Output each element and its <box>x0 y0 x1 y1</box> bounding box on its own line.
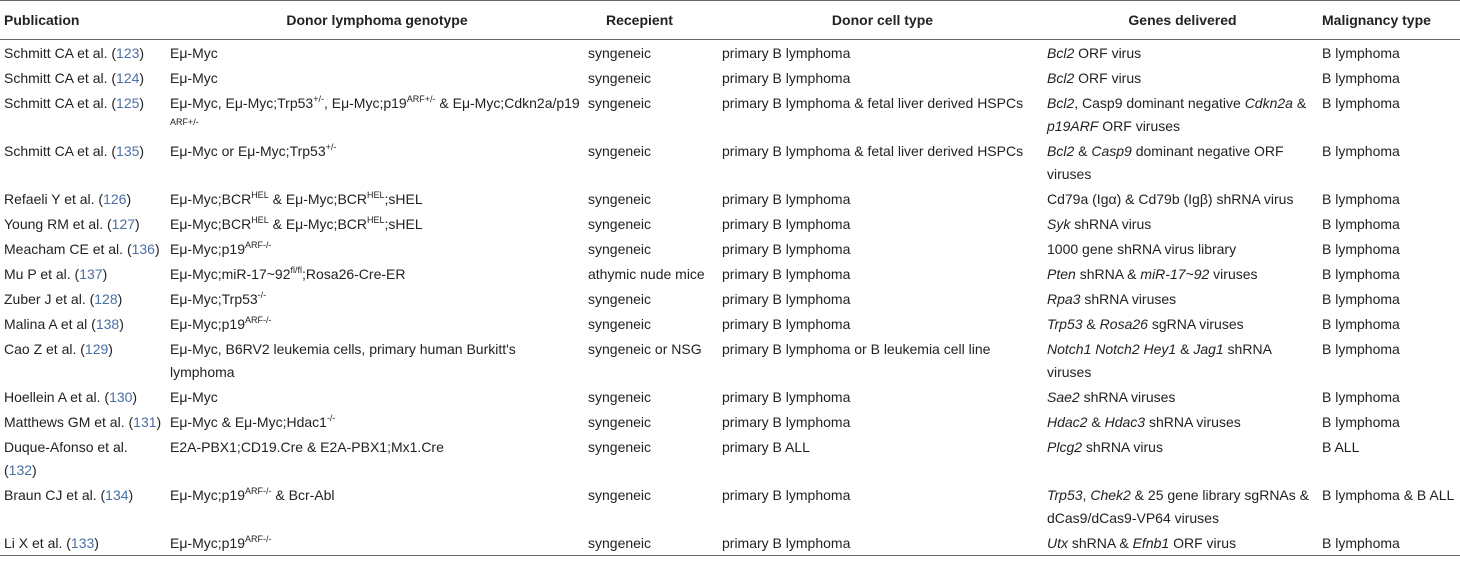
cell-text: ORF virus <box>1169 535 1237 551</box>
malignancy-cell: B lymphoma <box>1322 414 1400 430</box>
recipient-cell: athymic nude mice <box>588 266 705 282</box>
publication-cell <box>0 434 166 482</box>
malignancy-cell: B lymphoma <box>1322 241 1400 257</box>
cell-text: Mu P et al. ( <box>4 266 80 282</box>
publication-cell <box>0 40 166 66</box>
gene-name-italic: Bcl2 <box>1047 45 1075 61</box>
malignancy-cell: B lymphoma <box>1322 95 1400 111</box>
recipient-cell: syngeneic <box>588 535 652 551</box>
cell-text: E2A-PBX1;CD19.Cre & E2A-PBX1;Mx1.Cre <box>170 439 444 455</box>
superscript-text: ARF+/- <box>170 117 199 127</box>
reference-link[interactable]: 124 <box>116 70 140 86</box>
cell-text: ) <box>32 462 37 478</box>
table-row <box>0 434 1460 482</box>
recipient-cell: syngeneic <box>588 70 652 86</box>
cell-text: & Eμ-Myc;BCR <box>268 191 367 207</box>
cell-type-cell: primary B lymphoma <box>722 535 851 551</box>
genes-cell <box>1043 482 1318 530</box>
recipient-cell: syngeneic or NSG <box>588 341 702 357</box>
cell-text: 1000 gene shRNA virus library <box>1047 241 1237 257</box>
genes-cell <box>1043 311 1318 336</box>
malignancy-cell: B lymphoma <box>1322 143 1400 159</box>
gene-name-italic: Rpa3 <box>1047 291 1081 307</box>
reference-link[interactable]: 129 <box>84 341 109 357</box>
genotype-cell <box>166 286 584 311</box>
gene-name-italic: Syk <box>1047 216 1071 232</box>
cell-text: ) <box>139 45 145 61</box>
cell-text: ) <box>94 535 99 551</box>
gene-name-italic: Plcg2 <box>1047 439 1083 455</box>
publication-cell <box>0 409 166 434</box>
gene-name-italic: Bcl2 <box>1047 95 1075 111</box>
reference-link[interactable]: 133 <box>70 535 95 551</box>
cell-type-cell: primary B lymphoma <box>722 241 851 257</box>
cell-text: shRNA viruses <box>1080 291 1177 307</box>
cell-text: Eμ-Myc <box>170 389 218 405</box>
cell-text: ) <box>102 266 108 282</box>
genotype-cell <box>166 65 584 90</box>
cell-text: , Eμ-Myc;p19 <box>323 95 407 111</box>
cell-type-cell: primary B lymphoma <box>722 389 851 405</box>
cell-text: sgRNA viruses <box>1147 316 1244 332</box>
table-body <box>0 40 1460 556</box>
gene-name-italic: Cdkn2a <box>1244 95 1293 111</box>
genotype-cell <box>166 211 584 236</box>
cell-text: ) <box>117 291 123 307</box>
cell-text: Li X et al. ( <box>4 535 71 551</box>
malignancy-cell: B lymphoma <box>1322 266 1400 282</box>
cell-type-cell: primary B lymphoma <box>722 191 851 207</box>
cell-text: ) <box>132 389 138 405</box>
cell-type-cell: primary B lymphoma & fetal liver derived HSPCs <box>722 143 1024 159</box>
genes-cell <box>1043 261 1318 286</box>
publication-cell <box>0 261 166 286</box>
genotype-cell <box>166 138 584 186</box>
cell-text: Eμ-Myc;p19 <box>170 241 245 257</box>
reference-link[interactable]: 132 <box>8 462 33 478</box>
recipient-cell: syngeneic <box>588 414 652 430</box>
table-row <box>0 530 1460 556</box>
header-donor-genotype: Donor lymphoma genotype <box>286 11 468 28</box>
cell-text: ;sHEL <box>384 191 423 207</box>
genes-cell <box>1043 90 1318 138</box>
table-row <box>0 236 1460 261</box>
cell-text: Malina A et al ( <box>4 316 96 332</box>
superscript-text: HEL <box>367 190 385 200</box>
cell-text: Young RM et al. ( <box>4 216 112 232</box>
genotype-cell <box>166 482 584 530</box>
genotype-cell <box>166 409 584 434</box>
table-row <box>0 65 1460 90</box>
reference-link[interactable]: 128 <box>94 291 118 307</box>
cell-text: Zuber J et al. ( <box>4 291 95 307</box>
recipient-cell: syngeneic <box>588 95 652 111</box>
genes-cell <box>1043 434 1318 482</box>
recipient-cell: syngeneic <box>588 241 652 257</box>
malignancy-cell: B lymphoma <box>1322 389 1400 405</box>
superscript-text: +/- <box>325 142 337 152</box>
cell-text: Eμ-Myc;BCR <box>170 191 252 207</box>
cell-text: Schmitt CA et al. ( <box>4 143 117 159</box>
table-row <box>0 409 1460 434</box>
gene-name-italic: Hdac3 <box>1104 414 1146 430</box>
reference-link[interactable]: 123 <box>116 45 140 61</box>
cell-type-cell: primary B lymphoma <box>722 216 851 232</box>
cell-text: & <box>1292 95 1307 111</box>
superscript-text: ARF-/- <box>244 486 272 496</box>
table-row <box>0 482 1460 530</box>
recipient-cell: syngeneic <box>588 439 652 455</box>
genotype-cell <box>166 530 584 556</box>
reference-link[interactable]: 127 <box>111 216 136 232</box>
publication-cell <box>0 186 166 211</box>
cell-text: Eμ-Myc;BCR <box>170 216 252 232</box>
cell-text: Eμ-Myc;p19 <box>170 535 245 551</box>
cell-text: Schmitt CA et al. ( <box>4 45 117 61</box>
table-row <box>0 286 1460 311</box>
cell-text: Eμ-Myc;p19 <box>170 487 245 503</box>
superscript-text: ARF-/- <box>244 315 272 325</box>
malignancy-cell: B lymphoma <box>1322 316 1400 332</box>
publication-cell <box>0 65 166 90</box>
malignancy-cell: B lymphoma <box>1322 291 1400 307</box>
superscript-text: ARF-/- <box>244 240 272 250</box>
malignancy-cell: B lymphoma <box>1322 535 1400 551</box>
cell-text: Refaeli Y et al. ( <box>4 191 104 207</box>
gene-name-italic: Efnb1 <box>1132 535 1170 551</box>
cell-text: Schmitt CA et al. ( <box>4 70 117 86</box>
cell-text: Eμ-Myc;Trp53 <box>170 291 258 307</box>
cell-text: Cd79a (Igα) & Cd79b (Igβ) shRNA virus <box>1047 191 1294 207</box>
superscript-text: -/- <box>257 290 267 300</box>
cell-text: ) <box>154 241 160 257</box>
cell-type-cell: primary B lymphoma <box>722 316 851 332</box>
cell-text: dominant negative ORF viruses <box>1047 143 1284 182</box>
cell-text: shRNA & <box>1075 266 1141 282</box>
gene-name-italic: Chek2 <box>1090 487 1131 503</box>
recipient-cell: syngeneic <box>588 389 652 405</box>
cell-text: shRNA viruses <box>1047 341 1272 380</box>
recipient-cell: syngeneic <box>588 143 652 159</box>
superscript-text: HEL <box>367 215 385 225</box>
cell-text: Schmitt CA et al. ( <box>4 95 117 111</box>
gene-name-italic: Trp53 <box>1047 316 1083 332</box>
header-donor-cell-type: Donor cell type <box>831 11 934 28</box>
table-row <box>0 311 1460 336</box>
cell-text: shRNA virus <box>1082 439 1163 455</box>
reference-link[interactable]: 134 <box>105 487 129 503</box>
reference-link[interactable]: 135 <box>116 143 140 159</box>
table-row <box>0 384 1460 409</box>
publication-cell <box>0 311 166 336</box>
cell-type-cell: primary B lymphoma <box>722 291 851 307</box>
genes-cell <box>1043 384 1318 409</box>
genes-cell <box>1043 211 1318 236</box>
table-row <box>0 138 1460 186</box>
genotype-cell <box>166 186 584 211</box>
gene-name-italic: Jag1 <box>1193 341 1224 357</box>
cell-text: ) <box>126 191 132 207</box>
cell-text: & <box>1074 143 1092 159</box>
header-recipient: Recepient <box>606 11 673 28</box>
genes-cell <box>1043 186 1318 211</box>
cell-text: Duque-Afonso et al. ( <box>4 439 128 478</box>
gene-name-italic: Bcl2 <box>1047 143 1075 159</box>
superscript-text: -/- <box>326 413 336 423</box>
cell-text: Eμ-Myc <box>170 45 218 61</box>
gene-name-italic: Bcl2 <box>1047 70 1075 86</box>
cell-type-cell: primary B lymphoma <box>722 414 851 430</box>
superscript-text: fl/fl <box>290 265 302 275</box>
cell-text: ORF virus <box>1074 45 1142 61</box>
gene-name-italic: Casp9 <box>1091 143 1132 159</box>
publication-cell <box>0 482 166 530</box>
publication-cell <box>0 286 166 311</box>
superscript-text: ARF-/- <box>244 534 272 544</box>
header-malignancy-type: Malignancy type <box>1322 11 1431 28</box>
cell-text: & <box>1082 316 1100 332</box>
table-row <box>0 336 1460 384</box>
genotype-cell <box>166 311 584 336</box>
publication-cell <box>0 336 166 384</box>
reference-link[interactable]: 138 <box>95 316 120 332</box>
cell-text: & 25 gene library sgRNAs & dCas9/dCas9-VP64 viruses <box>1047 487 1309 526</box>
cell-text: shRNA & <box>1068 535 1133 551</box>
malignancy-cell: B lymphoma <box>1322 70 1400 86</box>
cell-text: ) <box>139 95 145 111</box>
genes-cell <box>1043 530 1318 556</box>
gene-name-italic: p19ARF <box>1047 118 1099 134</box>
table-row <box>0 211 1460 236</box>
malignancy-cell: B ALL <box>1322 439 1360 455</box>
table-header <box>0 1 1460 40</box>
header-row <box>0 1 1460 40</box>
recipient-cell: syngeneic <box>588 216 652 232</box>
genes-cell <box>1043 336 1318 384</box>
cell-type-cell: primary B lymphoma <box>722 70 851 86</box>
cell-text: shRNA virus <box>1070 216 1152 232</box>
genotype-cell <box>166 434 584 482</box>
cell-text: ) <box>139 143 145 159</box>
cell-text: Eμ-Myc;miR-17~92 <box>170 266 291 282</box>
reference-link[interactable]: 137 <box>79 266 103 282</box>
cell-text: Eμ-Myc <box>170 70 218 86</box>
genotype-cell <box>166 40 584 66</box>
gene-name-italic: Utx <box>1047 535 1068 551</box>
cell-text: , Casp9 dominant negative <box>1074 95 1245 111</box>
genes-cell <box>1043 236 1318 261</box>
cell-text: ;Rosa26-Cre-ER <box>302 266 406 282</box>
cell-text: Eμ-Myc;p19 <box>170 316 245 332</box>
cell-type-cell: primary B lymphoma <box>722 45 851 61</box>
table-row <box>0 40 1460 66</box>
malignancy-cell: B lymphoma <box>1322 191 1400 207</box>
malignancy-cell: B lymphoma <box>1322 216 1400 232</box>
reference-link[interactable]: 131 <box>133 414 157 430</box>
gene-name-italic: Pten <box>1047 266 1076 282</box>
cell-text: Eμ-Myc & Eμ-Myc;Hdac1 <box>170 414 327 430</box>
cell-text: & <box>1087 414 1105 430</box>
superscript-text: HEL <box>251 190 269 200</box>
cell-text: Matthews GM et al. ( <box>4 414 134 430</box>
cell-type-cell: primary B lymphoma or B leukemia cell line <box>722 341 991 357</box>
recipient-cell: syngeneic <box>588 191 652 207</box>
table-row <box>0 90 1460 138</box>
superscript-text: HEL <box>251 215 269 225</box>
gene-name-italic: Rosa26 <box>1099 316 1148 332</box>
publication-cell <box>0 530 166 556</box>
reference-link[interactable]: 126 <box>103 191 127 207</box>
genotype-cell <box>166 384 584 409</box>
cell-text: ) <box>108 341 113 357</box>
cell-text: Cao Z et al. ( <box>4 341 85 357</box>
cell-text: & <box>1176 341 1194 357</box>
header-genes-delivered: Genes delivered <box>1128 11 1237 28</box>
cell-text: & Eμ-Myc;BCR <box>268 216 367 232</box>
genes-cell <box>1043 40 1318 66</box>
cell-text: Eμ-Myc, Eμ-Myc;Trp53 <box>170 95 314 111</box>
cell-type-cell: primary B lymphoma & fetal liver derived HSPCs <box>722 95 1024 111</box>
cell-text: Hoellein A et al. ( <box>4 389 110 405</box>
genes-cell <box>1043 138 1318 186</box>
genes-cell <box>1043 286 1318 311</box>
superscript-text: ARF+/- <box>406 94 436 104</box>
recipient-cell: syngeneic <box>588 316 652 332</box>
malignancy-cell: B lymphoma <box>1322 341 1400 357</box>
publication-cell <box>0 90 166 138</box>
publication-cell <box>0 211 166 236</box>
cell-text: Eμ-Myc or Eμ-Myc;Trp53 <box>170 143 326 159</box>
genotype-cell <box>166 261 584 286</box>
cell-text: ) <box>139 70 145 86</box>
cell-text: viruses <box>1209 266 1258 282</box>
gene-name-italic: Trp53 <box>1047 487 1083 503</box>
recipient-cell: syngeneic <box>588 487 652 503</box>
genotype-cell <box>166 236 584 261</box>
gene-name-italic: Hdac2 <box>1047 414 1088 430</box>
cell-text: ) <box>128 487 134 503</box>
cell-text: ) <box>135 216 140 232</box>
gene-name-italic: Sae2 <box>1047 389 1080 405</box>
reference-link[interactable]: 136 <box>131 241 155 257</box>
table-row <box>0 261 1460 286</box>
table-row <box>0 186 1460 211</box>
reference-link[interactable]: 130 <box>109 389 133 405</box>
cell-type-cell: primary B ALL <box>722 439 810 455</box>
recipient-cell: syngeneic <box>588 45 652 61</box>
cell-text: & Bcr-Abl <box>271 487 335 503</box>
publication-cell <box>0 384 166 409</box>
reference-link[interactable]: 125 <box>116 95 140 111</box>
cell-text: ) <box>156 414 162 430</box>
cell-text: shRNA viruses <box>1145 414 1241 430</box>
gene-name-italic: Notch1 Notch2 Hey1 <box>1047 341 1177 357</box>
cell-text: , <box>1082 487 1091 503</box>
genotype-cell <box>166 90 584 138</box>
genes-cell <box>1043 65 1318 90</box>
recipient-cell: syngeneic <box>588 291 652 307</box>
cell-text: Eμ-Myc, B6RV2 leukemia cells, primary human Burkitt's lymphoma <box>170 341 516 380</box>
malignancy-cell: B lymphoma <box>1322 45 1400 61</box>
cell-text: ORF virus <box>1074 70 1142 86</box>
cell-text: Meacham CE et al. ( <box>4 241 132 257</box>
cell-type-cell: primary B lymphoma <box>722 487 851 503</box>
cell-text: ) <box>119 316 124 332</box>
cell-type-cell: primary B lymphoma <box>722 266 851 282</box>
cell-text: ORF viruses <box>1098 118 1181 134</box>
cell-text: & Eμ-Myc;Cdkn2a/p19 <box>435 95 580 111</box>
cell-text: Braun CJ et al. ( <box>4 487 106 503</box>
genes-cell <box>1043 409 1318 434</box>
malignancy-cell: B lymphoma & B ALL <box>1322 487 1455 503</box>
publication-cell <box>0 236 166 261</box>
superscript-text: +/- <box>313 94 324 104</box>
gene-name-italic: miR-17~92 <box>1140 266 1210 282</box>
cell-text: ;sHEL <box>384 216 423 232</box>
genotype-cell <box>166 336 584 384</box>
publication-cell <box>0 138 166 186</box>
header-publication: Publication <box>4 11 80 28</box>
cell-text: shRNA viruses <box>1079 389 1176 405</box>
